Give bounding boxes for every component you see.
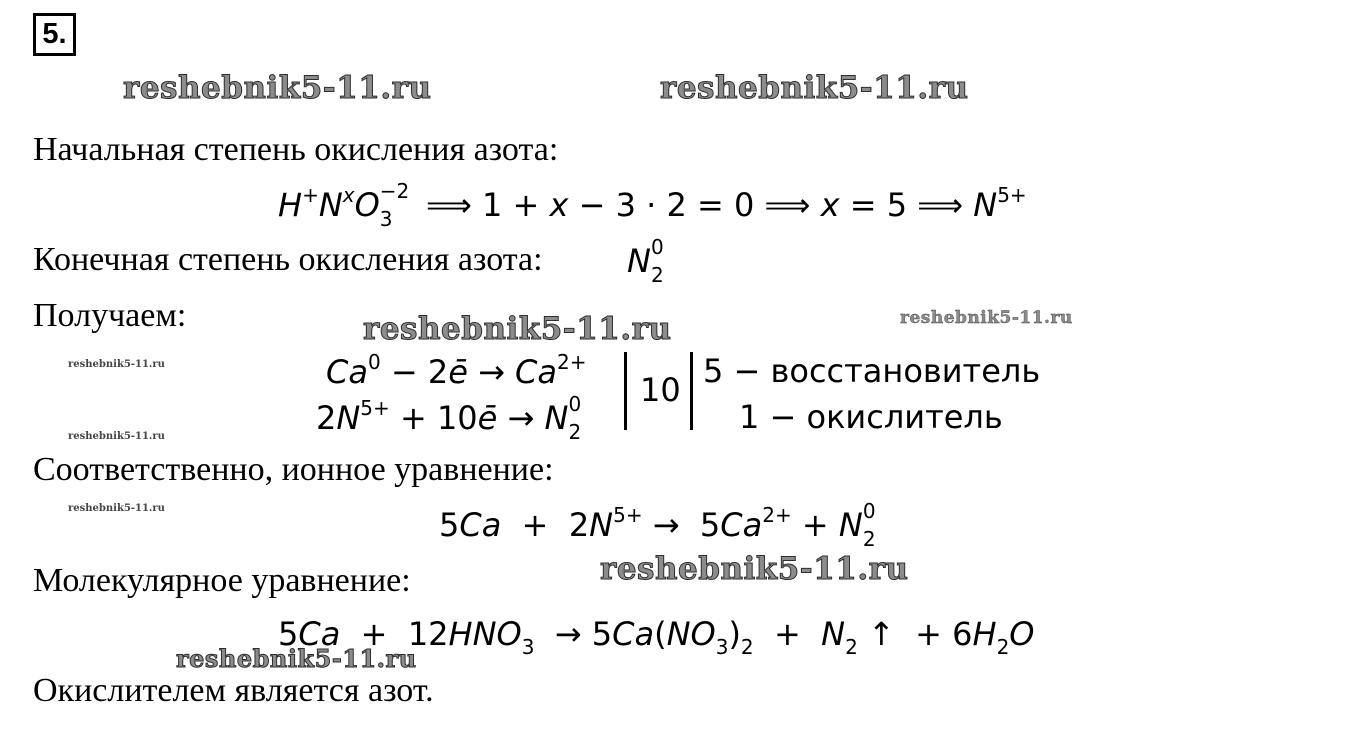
formula-text: $5Ca + 12HNO_3 \to 5Ca(NO_3)_2 + N_2$ ↑ + $6H_2O$: [278, 615, 1035, 659]
formula-text: $Ca^0$ − 2ē → $Ca^{2+}$: [326, 350, 587, 391]
divider-bar: [624, 352, 627, 430]
text-line: Окислителем является азот.: [33, 672, 434, 709]
half-reaction-calcium: [326, 352, 586, 392]
half-reaction-nitrogen: [316, 392, 590, 444]
formula-text: N 0 2: [627, 235, 664, 287]
watermark: reshebnik5-11.ru: [68, 359, 165, 370]
watermark: reshebnik5-11.ru: [900, 308, 1073, 328]
text-line: Молекулярное уравнение:: [33, 562, 411, 599]
watermark: reshebnik5-11.ru: [123, 70, 432, 106]
problem-number: 5.: [33, 13, 76, 56]
coefficient-oxidizer: 1 − окислитель: [739, 398, 1003, 436]
text-line: Конечная степень окисления азота:: [33, 241, 543, 278]
formula-text: $H^+N^xO$ −2 3 ⟹ 1 + x − 3 · 2 = 0 ⟹ x = 5 ⟹ $N^{5+}$: [278, 179, 1027, 231]
text-line: Получаем:: [33, 297, 187, 334]
coefficient-reducer: 5 − восстановитель: [703, 352, 1041, 390]
watermark: reshebnik5-11.ru: [176, 644, 417, 673]
ionic-equation: [439, 499, 885, 551]
formula-text: $5Ca + 2N^{5+} \to 5Ca^{2+} + N$ 0 2: [439, 499, 876, 551]
text-line: Соответственно, ионное уравнение:: [33, 451, 554, 488]
watermark: reshebnik5-11.ru: [363, 311, 672, 347]
watermark: reshebnik5-11.ru: [600, 551, 909, 587]
text-line: Начальная степень окисления азота:: [33, 131, 559, 168]
watermark: reshebnik5-11.ru: [68, 503, 165, 514]
lcm-value: 10: [640, 371, 681, 409]
molecular-equation: [278, 614, 1035, 659]
formula-text: $2N^{5+}$ + 10ē → N 0 2: [316, 392, 582, 444]
watermark: reshebnik5-11.ru: [660, 70, 969, 106]
watermark: reshebnik5-11.ru: [68, 431, 165, 442]
divider-bar: [690, 352, 693, 430]
formula-final-species: [627, 235, 673, 287]
formula-initial-oxidation: [278, 179, 1027, 231]
